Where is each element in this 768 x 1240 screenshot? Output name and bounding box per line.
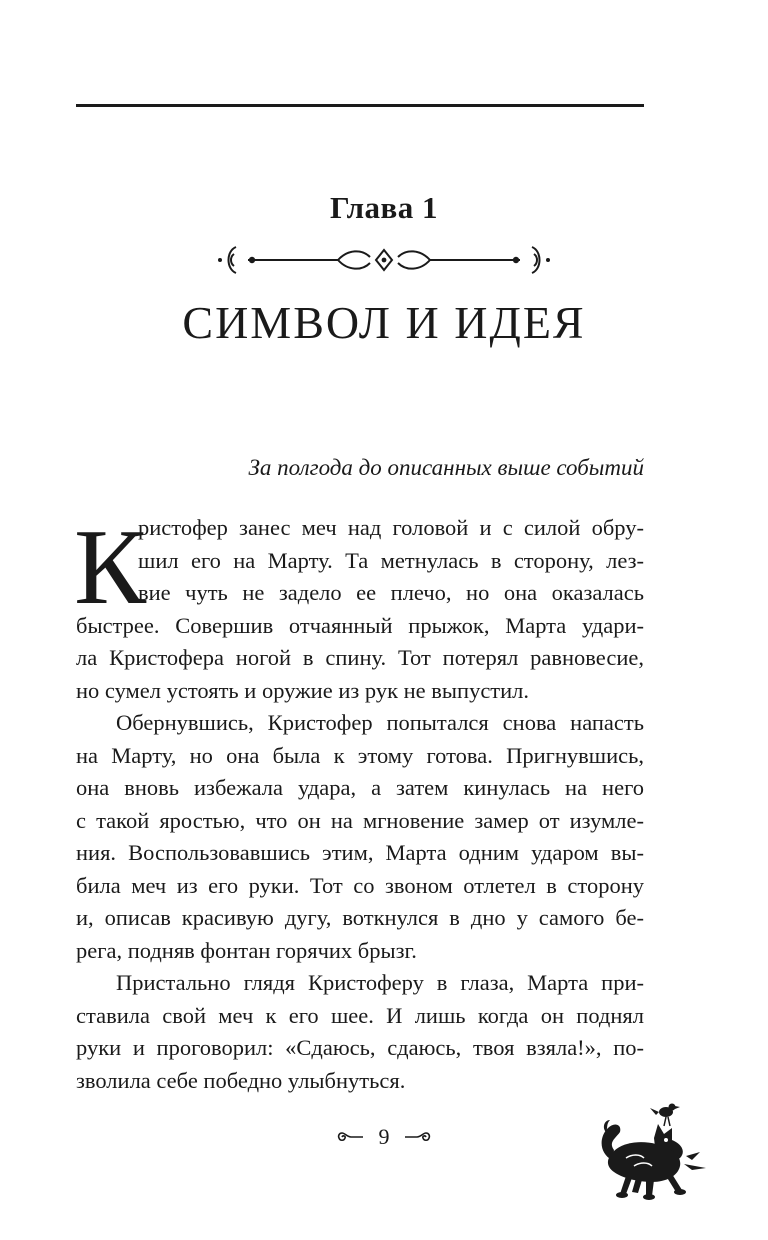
left-swirl-icon bbox=[337, 1129, 365, 1145]
right-swirl-icon bbox=[403, 1129, 431, 1145]
text-line: шил его на Марту. Та метнулась в сторону, лез- bbox=[138, 547, 644, 573]
text-line: руки и проговорил: «Сдаюсь, сдаюсь, твоя взяла!», по- bbox=[76, 1035, 644, 1060]
text-line: Пристально глядя Кристоферу в глаза, Марта при- bbox=[116, 970, 644, 995]
drop-cap: К bbox=[74, 508, 147, 627]
text-line: била меч из его руки. Тот со звоном отлетел в сторону bbox=[76, 872, 644, 898]
ornament-divider-icon bbox=[212, 243, 556, 277]
top-rule bbox=[76, 104, 644, 107]
text-line: вие чуть не задело ее плечо, но она оказалась bbox=[138, 580, 644, 605]
page-number: 9 bbox=[378, 1123, 390, 1149]
text-line: и, описав красивую дугу, воткнулся в дно у самого бе- bbox=[76, 905, 644, 930]
chapter-title: СИМВОЛ И ИДЕЯ bbox=[182, 297, 586, 348]
text-line: она вновь избежала удара, а затем кинулась на него bbox=[76, 775, 644, 800]
fox-with-bird-illustration-icon bbox=[596, 1098, 720, 1202]
text-line: ставила свой меч к его шее. И лишь когда он поднял bbox=[76, 1002, 644, 1028]
text-line: ния. Воспользовавшись этим, Марта одним ударом вы- bbox=[76, 840, 644, 865]
text-line: но сумел устоять и оружие из рук не выпустил. bbox=[76, 677, 530, 703]
text-line: зволила себе победно улыбнуться. bbox=[76, 1067, 406, 1093]
chapter-label: Глава 1 bbox=[329, 190, 439, 225]
body-text bbox=[74, 508, 644, 1097]
text-line: рега, подняв фонтан горячих брызг. bbox=[76, 937, 417, 963]
text-line: ристофер занес меч над головой и с силой обру- bbox=[138, 515, 644, 540]
text-line: с такой яростью, что он на мгновение замер от изумле- bbox=[76, 807, 644, 833]
text-line: ла Кристофера ногой в спину. Тот потерял равновесие, bbox=[76, 645, 644, 670]
epigraph: За полгода до описанных выше событий bbox=[248, 455, 644, 480]
text-line: на Марту, но она была к этому готова. Пригнувшись, bbox=[76, 742, 644, 768]
text-line: Обернувшись, Кристофер попытался снова напасть bbox=[116, 710, 644, 735]
text-line: быстрее. Совершив отчаянный прыжок, Марта удари- bbox=[76, 612, 644, 638]
